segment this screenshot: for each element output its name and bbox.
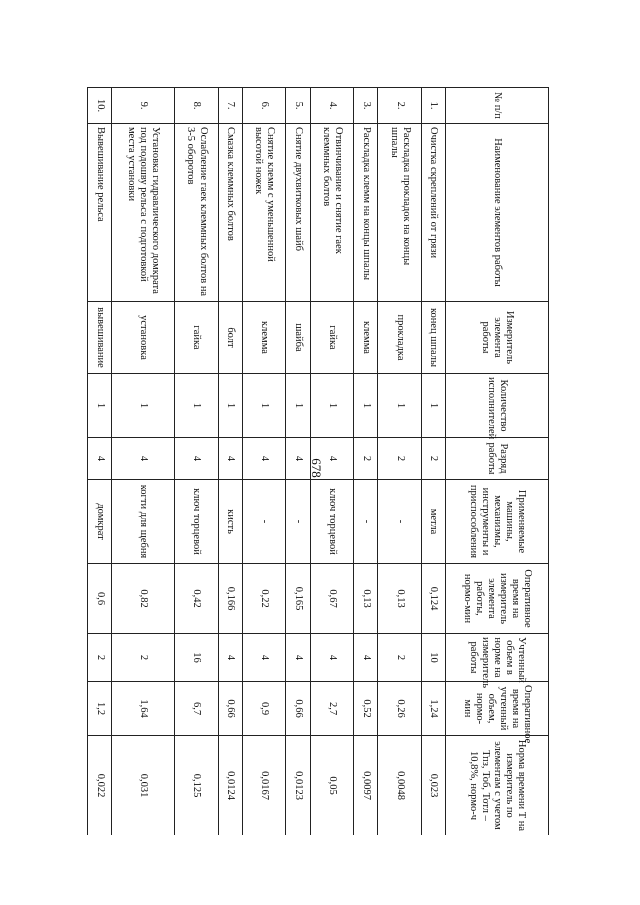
row-tools: домкрат: [88, 480, 112, 564]
row-unit: шайба: [286, 302, 310, 374]
header-op-volume: Оперативное время на учтенный объем, нормо-мин: [446, 682, 549, 736]
row-grade: 2: [378, 438, 422, 480]
row-name: Установка гидравлического домкрата под подошву рельса с подготовкой места установки: [112, 124, 175, 302]
row-op-volume: 1,2: [88, 682, 112, 736]
row-unit: конец шпалы: [421, 302, 445, 374]
header-op-time: Оперативное время на измеритель элемента работы, нормо-мин: [446, 564, 549, 634]
row-op-time: 0,13: [354, 564, 378, 634]
row-unit: болт: [218, 302, 242, 374]
row-no: 5.: [286, 88, 310, 124]
row-tools: -: [354, 480, 378, 564]
row-name: Ослабление гаек клеммных болтов на 3-5 оборотов: [175, 124, 219, 302]
row-op-volume: 1,64: [112, 682, 175, 736]
row-no: 6.: [242, 88, 286, 124]
row-name: Раскладка клемм на концы шпалы: [354, 124, 378, 302]
row-op-time: 0,82: [112, 564, 175, 634]
page-number: 678: [308, 458, 324, 478]
row-workers: 1: [378, 374, 422, 438]
row-no: 10.: [88, 88, 112, 124]
row-op-volume: 0,66: [218, 682, 242, 736]
row-norm: 0,125: [175, 736, 219, 836]
row-volume: 10: [421, 634, 445, 682]
table-row: [354, 88, 378, 836]
header-unit: Измеритель элемента работы: [446, 302, 549, 374]
row-grade: 4: [218, 438, 242, 480]
row-workers: 1: [242, 374, 286, 438]
row-workers: 1: [88, 374, 112, 438]
row-norm: 0,0124: [218, 736, 242, 836]
row-tools: когти для щебня: [112, 480, 175, 564]
row-no: 8.: [175, 88, 219, 124]
row-name: Раскладка прокладок на концы шпалы: [378, 124, 422, 302]
row-no: 3.: [354, 88, 378, 124]
row-unit: клемма: [354, 302, 378, 374]
row-workers: 1: [286, 374, 310, 438]
row-name: Смазка клеммных болтов: [218, 124, 242, 302]
row-grade: 4: [88, 438, 112, 480]
row-workers: 1: [112, 374, 175, 438]
header-row: [446, 88, 549, 836]
header-norm: Норма времени Т на измеритель по элементам с учетом Тпз, Тоб, Тотл – 10,8%, нормо-ч: [446, 736, 549, 836]
header-tools: Применяемые машины, механизмы, инструменты и приспособления: [446, 480, 549, 564]
row-volume: 2: [112, 634, 175, 682]
row-tools: кисть: [218, 480, 242, 564]
row-no: 7.: [218, 88, 242, 124]
row-op-time: 0,166: [218, 564, 242, 634]
row-op-volume: 0,52: [354, 682, 378, 736]
row-grade: 4: [286, 438, 310, 480]
row-volume: 16: [175, 634, 219, 682]
row-op-time: 0,13: [378, 564, 422, 634]
row-workers: 1: [310, 374, 354, 438]
row-name: Снятие двухвитковых шайб: [286, 124, 310, 302]
row-norm: 0,0048: [378, 736, 422, 836]
row-op-volume: 0,66: [286, 682, 310, 736]
row-volume: 4: [218, 634, 242, 682]
table-row: [112, 88, 175, 836]
row-norm: 0,05: [310, 736, 354, 836]
table-row: [378, 88, 422, 836]
row-tools: -: [378, 480, 422, 564]
row-op-volume: 1,24: [421, 682, 445, 736]
row-norm: 0,0097: [354, 736, 378, 836]
row-volume: 2: [378, 634, 422, 682]
row-name: Снятие клемм с уменьшенной высотой ножек: [242, 124, 286, 302]
row-op-time: 0,124: [421, 564, 445, 634]
header-volume: Учтенный объем в норме на измеритель работы: [446, 634, 549, 682]
row-grade: 4: [175, 438, 219, 480]
row-op-time: 0,165: [286, 564, 310, 634]
row-no: 2.: [378, 88, 422, 124]
row-volume: 4: [354, 634, 378, 682]
table-row: [218, 88, 242, 836]
row-no: 9.: [112, 88, 175, 124]
row-grade: 4: [112, 438, 175, 480]
row-name: Очистка скреплений от грязи: [421, 124, 445, 302]
work-elements-table: [87, 87, 549, 835]
row-norm: 0,023: [421, 736, 445, 836]
table-container: [87, 87, 549, 835]
row-no: 1.: [421, 88, 445, 124]
row-volume: 4: [310, 634, 354, 682]
row-tools: -: [286, 480, 310, 564]
row-volume: 4: [286, 634, 310, 682]
row-grade: 2: [354, 438, 378, 480]
header-workers: Количество исполнителей: [446, 374, 549, 438]
row-tools: ключ торцевой: [310, 480, 354, 564]
row-tools: ключ торцевой: [175, 480, 219, 564]
row-grade: 4: [242, 438, 286, 480]
row-name: Вывешивание рельса: [88, 124, 112, 302]
row-tools: -: [242, 480, 286, 564]
table-row: [88, 88, 112, 836]
row-unit: установка: [112, 302, 175, 374]
table-row: [242, 88, 286, 836]
table-row: [286, 88, 310, 836]
row-no: 4.: [310, 88, 354, 124]
header-name: Наименование элементов работы: [446, 124, 549, 302]
row-workers: 1: [218, 374, 242, 438]
row-op-volume: 6,7: [175, 682, 219, 736]
row-norm: 0,0167: [242, 736, 286, 836]
row-unit: клемма: [242, 302, 286, 374]
row-unit: гайка: [175, 302, 219, 374]
row-workers: 1: [421, 374, 445, 438]
row-volume: 4: [242, 634, 286, 682]
table-row: [310, 88, 354, 836]
row-unit: прокладка: [378, 302, 422, 374]
table-row: [175, 88, 219, 836]
row-workers: 1: [175, 374, 219, 438]
table-row: [421, 88, 445, 836]
row-name: Отвинчивание и снятие гаек клеммных болтов: [310, 124, 354, 302]
row-unit: гайка: [310, 302, 354, 374]
row-norm: 0,022: [88, 736, 112, 836]
row-volume: 2: [88, 634, 112, 682]
header-no: № п/п: [446, 88, 549, 124]
header-grade: Разряд работы: [446, 438, 549, 480]
row-norm: 0,0123: [286, 736, 310, 836]
row-grade: 4: [310, 438, 354, 480]
row-op-volume: 0,9: [242, 682, 286, 736]
row-tools: метла: [421, 480, 445, 564]
row-op-time: 0,22: [242, 564, 286, 634]
row-grade: 2: [421, 438, 445, 480]
row-unit: вывешивание: [88, 302, 112, 374]
row-norm: 0,031: [112, 736, 175, 836]
row-op-time: 0,42: [175, 564, 219, 634]
row-op-volume: 0,26: [378, 682, 422, 736]
row-op-time: 0,67: [310, 564, 354, 634]
row-op-time: 0,6: [88, 564, 112, 634]
row-workers: 1: [354, 374, 378, 438]
row-op-volume: 2,7: [310, 682, 354, 736]
